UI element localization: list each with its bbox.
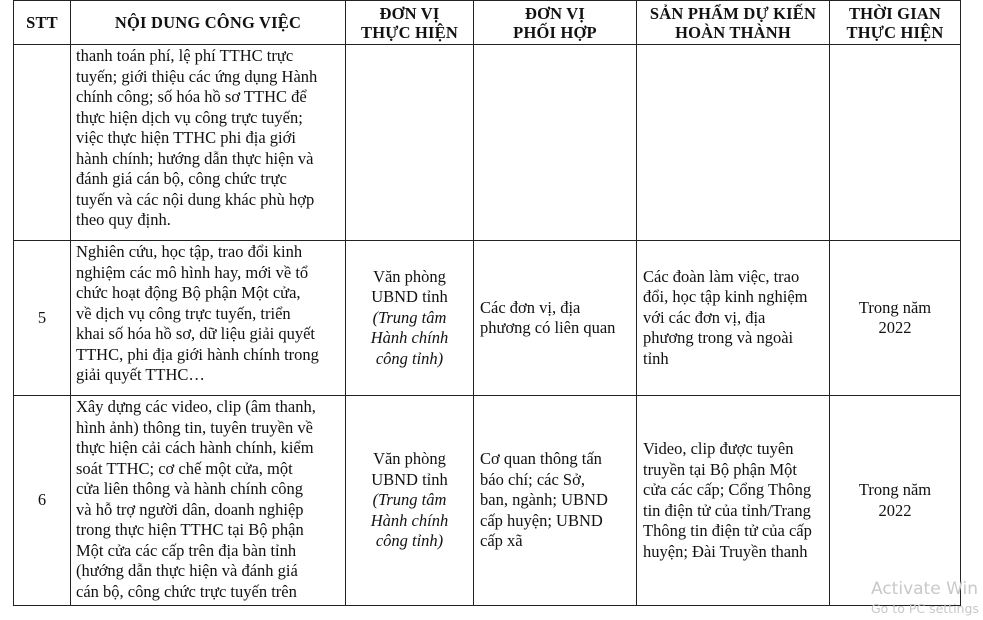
cell-don-vi-phoi-hop	[474, 45, 637, 241]
cell-thoi-gian	[830, 396, 961, 606]
cell-noi-dung	[71, 396, 346, 606]
cell-text-line: Trong năm	[858, 480, 932, 499]
cell-text-line: tỉnh	[643, 348, 669, 368]
cell-text-line: phương có liên quan	[480, 318, 616, 337]
cell-text-line: tuyến; giới thiệu các ứng dụng Hành	[76, 66, 318, 86]
cell-text-line: hành chính; hướng dẫn thực hiện và	[76, 148, 314, 168]
cell-text-line: thực hiện dịch vụ công trực tuyến;	[76, 107, 303, 127]
cell-text-line: UBND tỉnh	[371, 287, 448, 307]
work-plan-table	[13, 0, 961, 606]
cell-text-line: chức hoạt động Bộ phận Một cửa,	[76, 283, 301, 302]
watermark-title: Activate Win	[871, 579, 979, 599]
header-stt: STT	[14, 1, 71, 45]
cell-text-line: việc thực hiện TTHC phi địa giới	[76, 128, 296, 147]
cell-text-line: soát TTHC; cơ chế một cửa, một	[76, 458, 293, 478]
watermark-subtitle: Go to PC settings	[871, 601, 979, 616]
cell-don-vi-thuc-hien	[346, 45, 474, 241]
cell-text-line: TTHC, phi địa giới hành chính trong	[76, 344, 319, 364]
cell-text-line: Xây dựng các video, clip (âm thanh,	[76, 397, 316, 416]
header-text-line: THỜI GIAN	[848, 3, 942, 23]
header-thoi-gian	[830, 1, 961, 45]
cell-text-line: Các đoàn làm việc, trao	[643, 266, 800, 286]
cell-text-line: công tỉnh)	[375, 531, 444, 551]
activation-watermark	[871, 578, 983, 618]
cell-text-line: Một cửa các cấp trên địa bàn tỉnh	[76, 540, 297, 560]
cell-don-vi-thuc-hien	[346, 396, 474, 606]
cell-text-line: theo quy định.	[76, 210, 171, 229]
cell-san-pham	[637, 396, 830, 606]
cell-text-line: (Trung tâm	[372, 490, 447, 510]
cell-noi-dung	[71, 241, 346, 396]
header-don-vi-thuc-hien	[346, 1, 474, 45]
cell-text-line: cán bộ, công chức trực tuyến trên	[76, 581, 297, 601]
table-row	[14, 396, 961, 606]
cell-text-line: hình ảnh) thông tin, tuyên truyền về	[76, 417, 313, 437]
cell-text-line: thực hiện cải cách hành chính, kiểm	[76, 438, 314, 457]
cell-text-line: tin điện tử của tỉnh/Trang	[643, 500, 811, 520]
cell-text-line: 2022	[878, 318, 912, 337]
cell-san-pham	[637, 241, 830, 396]
header-noi-dung: NỘI DUNG CÔNG VIỆC	[71, 1, 346, 45]
cell-text-line: Hành chính	[370, 510, 449, 530]
cell-text-line: báo chí; các Sở,	[480, 469, 585, 489]
cell-text-line: Cơ quan thông tấn	[480, 449, 602, 469]
cell-text-line: thanh toán phí, lệ phí TTHC trực	[76, 46, 294, 65]
cell-don-vi-phoi-hop	[474, 396, 637, 606]
cell-text-line: và hỗ trợ người dân, doanh nghiệp	[76, 499, 304, 519]
header-text-line: PHỐI HỢP	[513, 22, 597, 42]
cell-text-line: cửa các cấp; Cổng Thông	[643, 480, 812, 499]
header-text-line: THỰC HIỆN	[846, 22, 944, 42]
cell-text-line: với các đơn vị, địa	[643, 307, 766, 327]
table-row	[14, 45, 961, 241]
cell-thoi-gian	[830, 45, 961, 241]
cell-text-line: Trong năm	[858, 297, 932, 317]
cell-text-line: 2022	[878, 500, 912, 520]
cell-text-line: UBND tỉnh	[371, 469, 448, 489]
header-text-line: ĐƠN VỊ	[379, 3, 440, 23]
cell-text-line: Hành chính	[370, 328, 449, 348]
cell-stt	[14, 45, 71, 241]
cell-text-line: Các đơn vị, địa	[480, 297, 581, 317]
header-text-line: THỰC HIỆN	[361, 22, 458, 42]
cell-noi-dung	[71, 45, 346, 241]
cell-don-vi-phoi-hop	[474, 241, 637, 396]
header-text-line: SẢN PHẨM DỰ KIẾN	[649, 3, 817, 23]
header-row	[14, 1, 961, 45]
cell-text-line: Video, clip được tuyên	[643, 439, 794, 458]
table-row	[14, 241, 961, 396]
cell-text-line: trong thực hiện TTHC tại Bộ phận	[76, 520, 304, 539]
cell-text-line: đánh giá cán bộ, công chức trực	[76, 169, 287, 188]
cell-text-line: ban, ngành; UBND	[480, 490, 608, 510]
cell-text-line: cấp xã	[480, 531, 523, 551]
cell-text-line: Văn phòng	[373, 266, 446, 286]
cell-stt: 5	[14, 241, 71, 396]
cell-text-line: (hướng dẫn thực hiện và đánh giá	[76, 561, 298, 580]
cell-text-line: Thông tin điện tử của cấp	[643, 521, 812, 540]
cell-thoi-gian	[830, 241, 961, 396]
cell-text-line: công tỉnh)	[375, 348, 444, 368]
header-don-vi-phoi-hop	[474, 1, 637, 45]
cell-text-line: cấp huyện; UBND	[480, 510, 603, 530]
cell-text-line: huyện; Đài Truyền thanh	[643, 541, 808, 561]
cell-text-line: Văn phòng	[373, 449, 446, 469]
cell-text-line: Nghiên cứu, học tập, trao đổi kinh	[76, 242, 303, 261]
cell-text-line: nghiệm các mô hình hay, mới về tổ	[76, 262, 309, 282]
cell-text-line: đổi, học tập kinh nghiệm	[643, 287, 808, 307]
cell-san-pham	[637, 45, 830, 241]
cell-text-line: phương trong và ngoài	[643, 328, 794, 348]
cell-text-line: giải quyết TTHC…	[76, 365, 205, 384]
cell-text-line: chính công; số hóa hồ sơ TTHC để	[76, 87, 307, 106]
cell-text-line: tuyến và các nội dung khác phù hợp	[76, 189, 315, 209]
cell-don-vi-thuc-hien	[346, 241, 474, 396]
cell-text-line: khai số hóa hồ sơ, dữ liệu giải quyết	[76, 324, 316, 343]
header-text-line: HOÀN THÀNH	[675, 22, 791, 42]
cell-text-line: về dịch vụ công trực tuyến, triển	[76, 303, 291, 323]
cell-text-line: (Trung tâm	[372, 307, 447, 327]
cell-stt: 6	[14, 396, 71, 606]
cell-text-line: cửa liên thông và hành chính công	[76, 479, 304, 498]
header-text-line: ĐƠN VỊ	[524, 3, 586, 23]
header-san-pham	[637, 1, 830, 45]
cell-text-line: truyền tại Bộ phận Một	[643, 459, 797, 479]
